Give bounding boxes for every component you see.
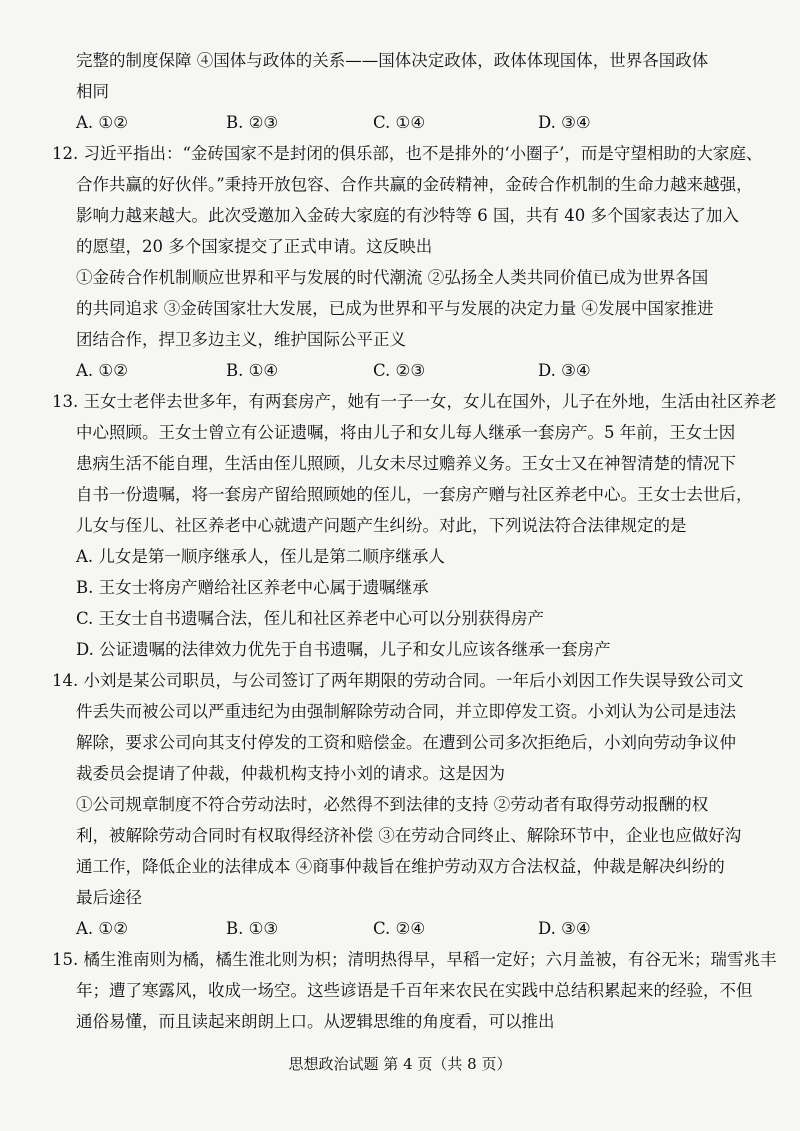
- q13-option-d[interactable]: D. 公证遗嘱的法律效力优先于自书遗嘱，儿子和女儿应该各继承一套房产: [76, 640, 611, 659]
- q12-line-5: ①金砖合作机制顺应世界和平与发展的时代潮流 ②弘扬全人类共同价值已成为世界各国: [76, 268, 709, 287]
- q13-line-3: 患病生活不能自理，生活由侄儿照顾，儿女未尽过赡养义务。王女士又在神智清楚的情况下: [76, 454, 736, 473]
- q15-line-3: 通俗易懂，而且读起来朗朗上口。从逻辑思维的角度看，可以推出: [76, 1012, 555, 1031]
- q12-options: [76, 360, 756, 382]
- q14-option-c[interactable]: C. ②④: [373, 919, 426, 938]
- q13-line-4: 自书一份遗嘱，将一套房产留给照顾她的侄儿，一套房产赠与社区养老中心。王女士去世后，: [76, 485, 753, 504]
- q13-option-b[interactable]: B. 王女士将房产赠给社区养老中心属于遗嘱继承: [76, 578, 429, 597]
- q12-option-b[interactable]: B. ①④: [226, 361, 279, 380]
- q12-line-4: 的愿望，20 多个国家提交了正式申请。这反映出: [76, 237, 433, 256]
- q14-line-7: 通工作，降低企业的法律成本 ④商事仲裁旨在维护劳动双方合法权益，仲裁是解决纠纷的: [76, 857, 725, 876]
- q14-line-2: 件丢失而被公司以严重违纪为由强制解除劳动合同，并立即停发工资。小刘认为公司是违法: [76, 702, 736, 721]
- q15-line-2: 年；遭了寒露风，收成一场空。这些谚语是千百年来农民在实践中总结积累起来的经验，不但: [76, 981, 753, 1000]
- q14-line-1: 14. 小刘是某公司职员，与公司签订了两年期限的劳动合同。一年后小刘因工作失误导致公司文: [52, 671, 744, 690]
- q12-line-6: 的共同追求 ③金砖国家壮大发展，已成为世界和平与发展的决定力量 ④发展中国家推进: [76, 299, 714, 318]
- q14-line-4: 裁委员会提请了仲裁，仲裁机构支持小刘的请求。这是因为: [76, 764, 505, 783]
- q14-option-b[interactable]: B. ①③: [226, 919, 279, 938]
- q12-line-3: 影响力越来越大。此次受邀加入金砖大家庭的有沙特等 6 国，共有 40 多个国家表达了加入: [76, 206, 739, 225]
- q13-line-2: 中心照顾。王女士曾立有公证遗嘱，将由儿子和女儿每人继承一套房产。5 年前，王女士因: [76, 423, 736, 442]
- q13-option-c[interactable]: C. 王女士自书遗嘱合法，侄儿和社区养老中心可以分别获得房产: [76, 609, 545, 628]
- q12-line-1: 12. 习近平指出：“金砖国家不是封闭的俱乐部，也不是排外的‘小圈子’，而是守望相助的大家庭、: [52, 144, 763, 163]
- q13-option-a[interactable]: A. 儿女是第一顺序继承人，侄儿是第二顺序继承人: [76, 547, 445, 566]
- q12-option-d[interactable]: D. ③④: [538, 361, 591, 380]
- page-footer: 思想政治试题 第 4 页（共 8 页）: [288, 1055, 512, 1073]
- q14-option-d[interactable]: D. ③④: [538, 919, 591, 938]
- q12-option-a[interactable]: A. ①②: [76, 361, 128, 380]
- q14-line-6: 利，被解除劳动合同时有权取得经济补偿 ③在劳动合同终止、解除环节中，企业也应做好沟: [76, 826, 742, 845]
- q13-line-5: 儿女与侄儿、社区养老中心就遗产问题产生纠纷。对此，下列说法符合法律规定的是: [76, 516, 687, 535]
- q11-tail-line-1: 完整的制度保障 ④国体与政体的关系——国体决定政体，政体体现国体，世界各国政体: [76, 51, 709, 70]
- q11-option-d[interactable]: D. ③④: [538, 113, 591, 132]
- q14-options: [76, 918, 756, 940]
- q13-line-1: 13. 王女士老伴去世多年，有两套房产，她有一子一女，女儿在国外，儿子在外地，生活由社区养老: [52, 392, 777, 411]
- q12-line-7: 团结合作，捍卫多边主义，维护国际公平正义: [76, 330, 406, 349]
- q14-line-3: 解除，要求公司向其支付停发的工资和赔偿金。在遭到公司多次拒绝后，小刘向劳动争议仲: [76, 733, 736, 752]
- q14-line-8: 最后途径: [76, 888, 142, 907]
- q14-option-a[interactable]: A. ①②: [76, 919, 128, 938]
- q11-tail-line-2: 相同: [76, 82, 109, 101]
- q11-options: [76, 112, 756, 134]
- q11-option-b[interactable]: B. ②③: [226, 113, 279, 132]
- q11-option-a[interactable]: A. ①②: [76, 113, 128, 132]
- q12-line-2: 合作共赢的好伙伴。”秉持开放包容、合作共赢的金砖精神，金砖合作机制的生命力越来越强，: [76, 175, 753, 194]
- q12-option-c[interactable]: C. ②③: [373, 361, 426, 380]
- q14-line-5: ①公司规章制度不符合劳动法时，必然得不到法律的支持 ②劳动者有取得劳动报酬的权: [76, 795, 709, 814]
- q11-option-c[interactable]: C. ①④: [373, 113, 426, 132]
- q15-line-1: 15. 橘生淮南则为橘，橘生淮北则为枳；清明热得早，早稻一定好；六月盖被，有谷无米；瑞雪兆丰: [52, 950, 777, 969]
